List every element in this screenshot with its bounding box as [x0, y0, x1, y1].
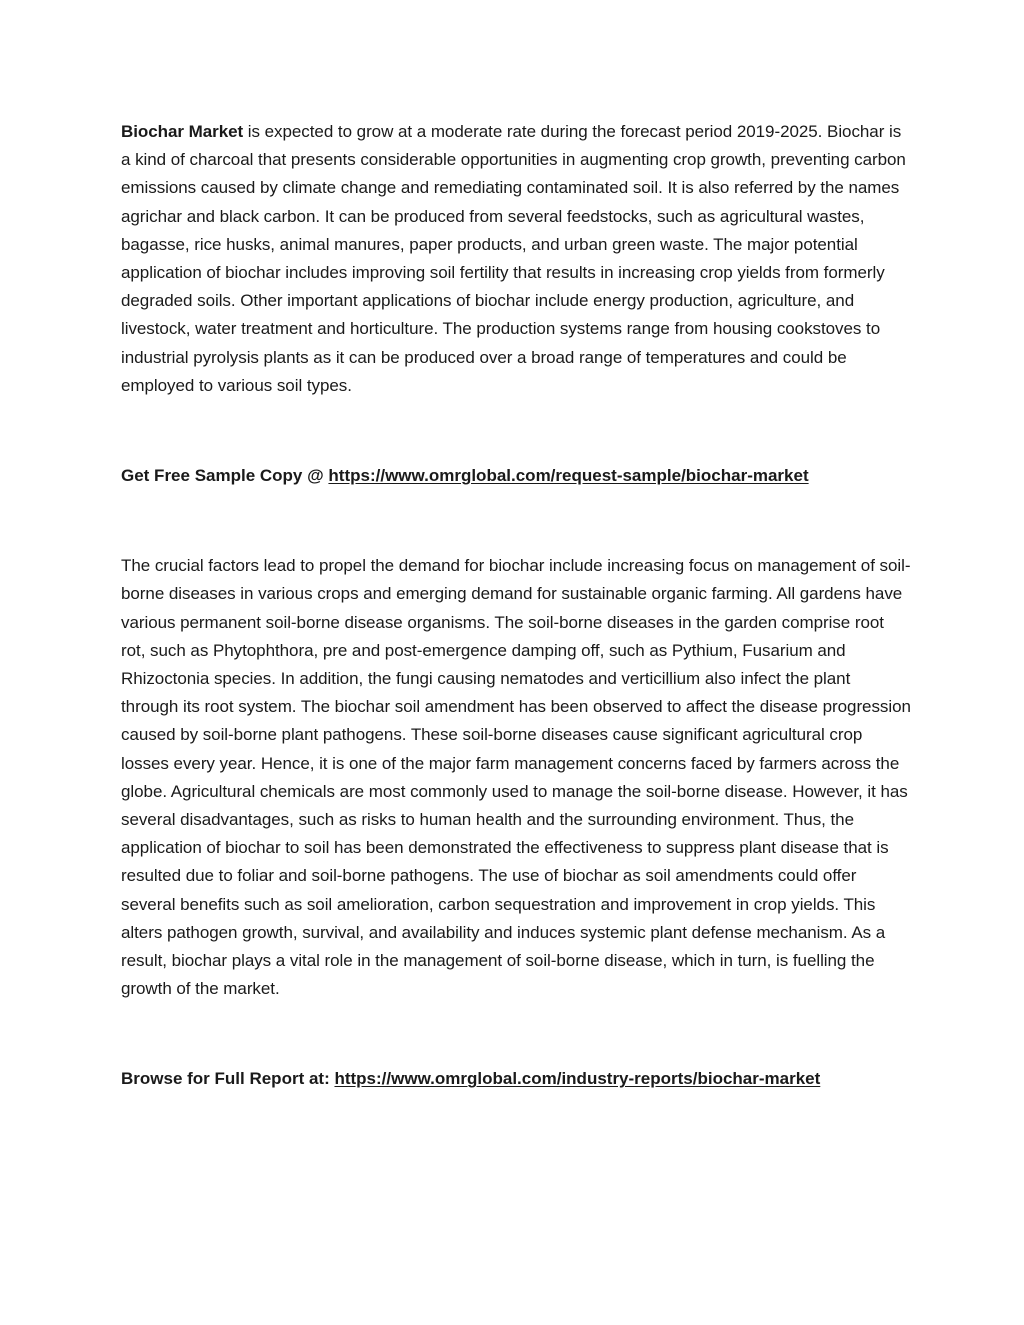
body-paragraph: The crucial factors lead to propel the demand for biochar include increasing focus on management of soil-borne diseases in various crops and emerging demand for sustainable organic farming. All gardens have various permanent soil-borne disease organisms. The soil-borne diseases in the garden comprise root rot, such as Phytophthora, pre and post-emergence damping off, such as Pythium, Fusarium and Rhizoctonia species. In addition, the fungi causing nematodes and verticillium also infect the plant through its root system. The biochar soil amendment has been observed to affect the disease progression caused by soil-borne plant pathogens. These soil-borne diseases cause significant agricultural crop losses every year. Hence, it is one of the major farm management concerns faced by farmers across the globe. Agricultural chemicals are most commonly used to manage the soil-borne disease. However, it has several disadvantages, such as risks to human health and the surrounding environment. Thus, the application of biochar to soil has been demonstrated the effectiveness to suppress plant disease that is resulted due to foliar and soil-borne pathogens. The use of biochar as soil amendments could offer several benefits such as soil amelioration, carbon sequestration and improvement in crop yields. This alters pathogen growth, survival, and availability and induces systemic plant defense mechanism. As a result, biochar plays a vital role in the management of soil-borne disease, which in turn, is fuelling the growth of the market.: [121, 556, 911, 999]
document-content: [121, 118, 911, 1094]
intro-lead-bold: Biochar Market: [121, 122, 244, 141]
spacer: [121, 400, 911, 462]
report-link[interactable]: https://www.omrglobal.com/industry-reports/biochar-market: [334, 1069, 821, 1089]
sample-link-label: Get Free Sample Copy @: [121, 466, 329, 486]
sample-link-line: [121, 462, 911, 490]
intro-paragraph: [121, 118, 911, 400]
intro-text: is expected to grow at a moderate rate during the forecast period 2019-2025. Biochar is a kind of charcoal that presents considerable opportunities in augmenting crop growth, preventing carbon emissions caused by climate change and remediating contaminated soil. It is also referred by the names agrichar and black carbon. It can be produced from several feedstocks, such as agricultural wastes, bagasse, rice husks, animal manures, paper products, and urban green waste. The major potential application of biochar includes improving soil fertility that results in increasing crop yields from formerly degraded soils. Other important applications of biochar include energy production, agriculture, and livestock, water treatment and horticulture. The production systems range from housing cookstoves to industrial pyrolysis plants as it can be produced over a broad range of temperatures and could be employed to various soil types.: [121, 122, 906, 395]
spacer: [121, 1003, 911, 1065]
report-link-line: [121, 1065, 911, 1093]
spacer: [121, 490, 911, 552]
report-link-label: Browse for Full Report at:: [121, 1069, 335, 1089]
sample-link[interactable]: https://www.omrglobal.com/request-sample/biochar-market: [328, 466, 809, 486]
